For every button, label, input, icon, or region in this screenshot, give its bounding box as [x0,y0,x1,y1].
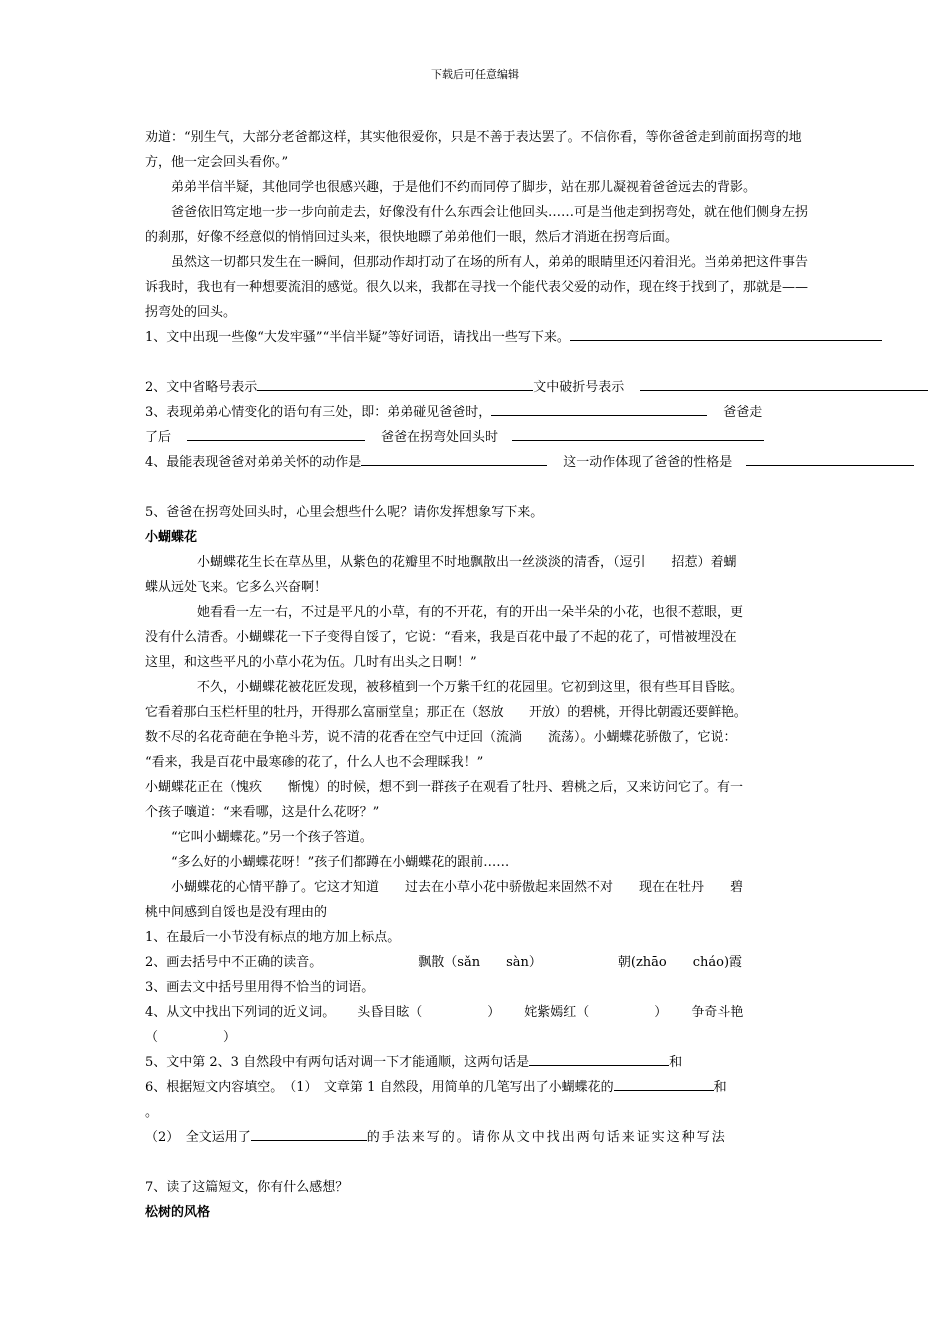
story2-question-4 [145,1000,810,1025]
story3-title: 松树的风格 [145,1205,211,1220]
story1-paragraph: 劝道：“别生气，大部分老爸都这样，其实他很爱你，只是不善于表达罢了。不信你看，等你爸爸走到前面拐弯的地方，他一定会回头看你。” [145,130,802,170]
question-text: 3、表现弟弟心情变化的语句有三处，即：弟弟碰见爸爸时， [145,405,492,420]
story1-paragraph: 弟弟半信半疑，其他同学也很感兴趣，于是他们不约而同停了脚步，站在那儿凝视着爸爸远去的背影。 [171,180,757,195]
answer-blank[interactable] [614,1076,714,1091]
story2-question-6-part2 [145,1125,810,1150]
question-text: 姹紫嫣红（ ） [524,1005,668,1020]
answer-blank[interactable] [187,426,365,441]
story2-title: 小蝴蝶花 [145,530,198,545]
story2-paragraph: 个孩子嚷道：“来看哪，这是什么花呀？” [145,805,380,820]
story2-question-6-cont [145,1100,810,1125]
story1-question-3 [145,400,810,425]
question-text: 爸爸走 [723,405,763,420]
story2-question-3: 3、画去文中括号里用得不恰当的词语。 [145,980,375,995]
question-text: 这一动作体现了爸爸的性格是 [563,455,733,470]
story2-paragraph: “它叫小蝴蝶花。”另一个孩子答道。 [171,830,373,845]
story1-question-2 [145,375,810,400]
story2-paragraph: “看来，我是百花中最寒碜的花了，什么人也不会理睬我！” [145,755,484,770]
answer-blank[interactable] [257,376,533,391]
answer-blank[interactable] [746,451,914,466]
story2-paragraph: 这里，和这些平凡的小草小花为伍。几时有出头之日啊！” [145,655,477,670]
story1-question-3-cont [145,425,810,450]
story1-question-1 [145,325,810,350]
story1-paragraph: 爸爸依旧笃定地一步一步向前走去，好像没有什么东西会让他回头……可是当他走到拐弯处，就在他们侧身左拐的刹那，好像不经意似的悄悄回过头来，很快地瞟了弟弟他们一眼，然后才消逝在拐弯后面。 [145,205,809,245]
page-header: 下载后可任意编辑 [431,68,519,81]
question-text: 和 [669,1055,683,1070]
question-text: 和 [713,1080,727,1095]
question-text: 朝(zhāo cháo)霞 [617,955,743,970]
question-text: 4、从文中找出下列词的近义词。 [145,1005,336,1020]
story2-paragraph: 不久，小蝴蝶花被花匠发现，被移植到一个万紫千红的花园里。它初到这里，很有些耳目昏眩。 [197,680,744,695]
question-text: 飘散（sǎn sàn） [418,955,542,970]
question-text: 2、画去括号中不正确的读音。 [145,955,323,970]
story2-question-2 [145,950,810,975]
story2-paragraph: 她看看一左一右，不过是平凡的小草，有的不开花，有的开出一朵半朵的小花，也很不惹眼，更 [197,605,744,620]
story2-question-7: 7、读了这篇短文，你有什么感想？ [145,1180,349,1195]
document-body [145,125,810,1225]
story2-question-4-cont: （ ） [145,1030,237,1045]
story2-question-5 [145,1050,810,1075]
story2-paragraph: 桃中间感到自馁也是没有理由的 [145,905,328,920]
question-text: 6、根据短文内容填空。 （1） 文章第 1 自然段，用简单的几笔写出了小蝴蝶花的 [145,1080,614,1095]
story2-paragraph: 数不尽的名花奇葩在争艳斗芳，说不清的花香在空气中迂回（流淌 流荡）。小蝴蝶花骄傲了，它说： [145,730,737,745]
question-text: 爸爸在拐弯处回头时 [381,430,499,445]
story2-paragraph: 小蝴蝶花正在（愧疚 惭愧）的时候，想不到一群孩子在观看了牡丹、碧桃之后，又来访问它了。有一 [145,780,744,795]
answer-blank[interactable] [361,451,547,466]
question-text: 2、文中省略号表示 [145,380,258,395]
question-text: 1、文中出现一些像“大发牢骚”“半信半疑”等好词语，请找出一些写下来。 [145,330,570,345]
answer-blank[interactable] [529,1051,669,1066]
story2-question-1: 1、在最后一小节没有标点的地方加上标点。 [145,930,401,945]
story1-paragraph: 虽然这一切都只发生在一瞬间，但那动作却打动了在场的所有人，弟弟的眼睛里还闪着泪光。当弟弟把这件事告诉我时，我也有一种想要流泪的感觉。很久以来，我都在寻找一个能代表父爱的动作，现在终于找到了，那就是——拐弯处的回头。 [145,255,809,320]
story1-question-5: 5、爸爸在拐弯处回头时，心里会想些什么呢？请你发挥想象写下来。 [145,505,544,520]
answer-blank[interactable] [491,401,707,416]
story2-paragraph: 小蝴蝶花的心情平静了。它这才知道 过去在小草小花中骄傲起来固然不对 现在在牡丹 碧 [171,880,744,895]
answer-blank[interactable] [512,426,764,441]
question-text: 头昏目眩（ ） [357,1005,501,1020]
question-text: 5、文中第 2、3 自然段中有两句话对调一下才能通顺，这两句话是 [145,1055,530,1070]
story2-paragraph: 它看着那白玉栏杆里的牡丹，开得那么富丽堂皇；那正在（怒放 开放）的碧桃，开得比朝霞还要鲜艳。 [145,705,747,720]
story2-paragraph: 没有什么清香。小蝴蝶花一下子变得自馁了，它说：“看来，我是百花中最了不起的花了，可惜被埋没在 [145,630,737,645]
story2-paragraph: 小蝴蝶花生长在草丛里，从紫色的花瓣里不时地飘散出一丝淡淡的清香，（逗引 招惹）着蝴 [197,555,737,570]
story2-paragraph: “多么好的小蝴蝶花呀！”孩子们都蹲在小蝴蝶花的跟前…… [171,855,510,870]
question-text: （2） 全文运用了 [145,1130,251,1145]
story1-question-4 [145,450,810,475]
answer-blank[interactable] [640,376,928,391]
story2-paragraph: 蝶从远处飞来。它多么兴奋啊！ [145,580,328,595]
answer-blank[interactable] [570,326,882,341]
question-text: 争奇斗艳 [691,1005,744,1020]
question-text: 的手法来写的。请你从文中找出两句话来证实这种写法 [366,1130,727,1145]
question-text: 。 [145,1105,159,1120]
story2-question-6 [145,1075,810,1100]
question-text: 文中破折号表示 [533,380,625,395]
question-text: 了后 [145,430,172,445]
answer-blank[interactable] [251,1126,367,1141]
question-text: 4、最能表现爸爸对弟弟关怀的动作是 [145,455,362,470]
